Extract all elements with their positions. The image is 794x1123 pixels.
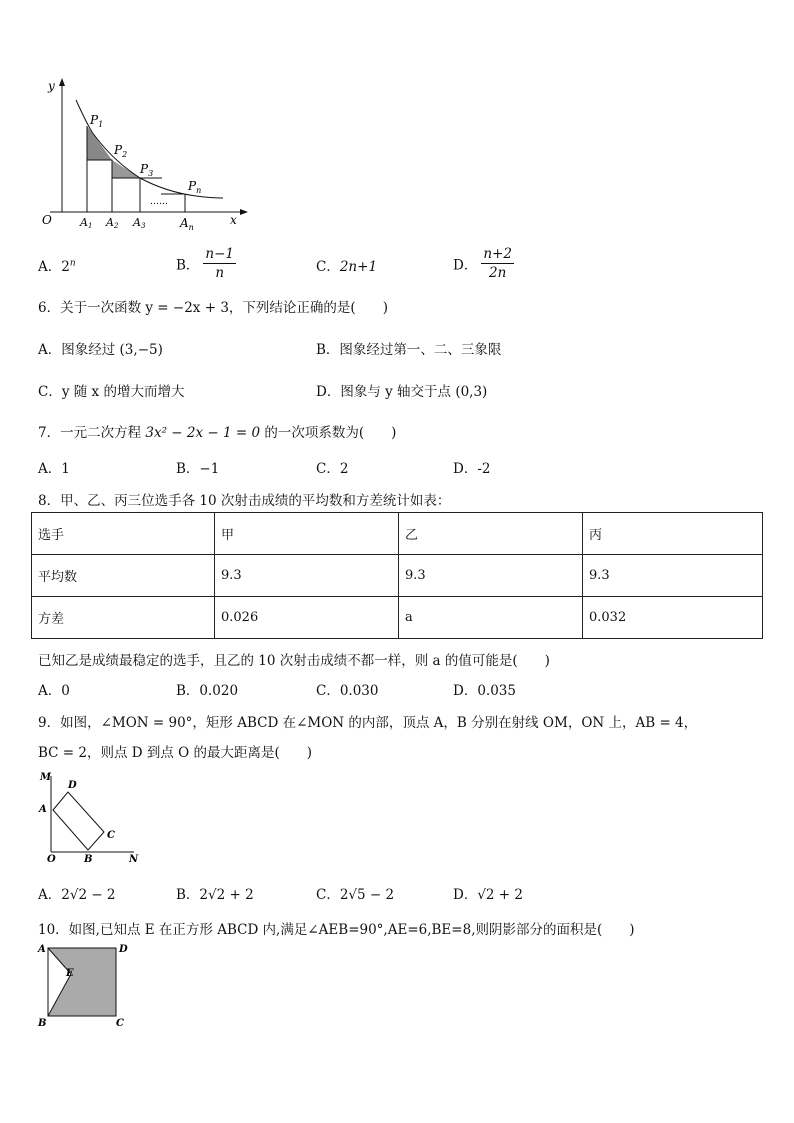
table-cell: a <box>399 597 583 639</box>
table-header-cell: 甲 <box>215 513 399 555</box>
q5-option-d[interactable] <box>453 245 514 282</box>
q5-d-denominator: 2n <box>488 265 507 281</box>
q7-equation: 3x² − 2x − 1 = 0 <box>145 425 261 441</box>
label-p2: $P_2$ <box>114 143 128 159</box>
table-header-row <box>32 513 763 555</box>
q9-option-b[interactable]: B．2√2 + 2 <box>176 887 254 903</box>
q6-option-d[interactable]: D．图象与 y 轴交于点 (0,3) <box>316 384 488 400</box>
q5-c-text: 2n+1 <box>339 259 378 275</box>
rectangle-2 <box>112 178 140 212</box>
q8-option-d[interactable]: D．0.035 <box>453 683 516 699</box>
label-m: M <box>40 772 52 783</box>
q8-option-c[interactable]: C．0.030 <box>316 683 379 699</box>
label-c: C <box>116 1018 124 1029</box>
label-d: D <box>119 944 128 955</box>
table-cell: 0.026 <box>215 597 399 639</box>
q5-option-c[interactable] <box>316 255 377 275</box>
q5-b-label: B． <box>176 257 200 274</box>
label-p1: $P_1$ <box>90 113 104 129</box>
rectangle-abcd <box>53 792 104 850</box>
dots-ellipsis: …… <box>150 197 168 207</box>
label-an: $A_n$ <box>180 216 194 232</box>
q5-c-label: C． <box>316 259 340 275</box>
label-d: D <box>68 780 77 791</box>
q7-option-d[interactable]: D．-2 <box>453 461 491 477</box>
q8-option-b[interactable]: B．0.020 <box>176 683 239 699</box>
table-cell: 9.3 <box>215 555 399 597</box>
shaded-region-1 <box>87 126 112 160</box>
q7-option-b[interactable]: B．−1 <box>176 461 220 477</box>
table-header-cell: 选手 <box>32 513 215 555</box>
q6-equation: y = −2x + 3 <box>145 300 229 316</box>
q8-stem: 8．甲、乙、丙三位选手各 10 次射击成绩的平均数和方差统计如表： <box>38 493 451 509</box>
q5-a-base: 2 <box>61 259 70 275</box>
figure-square-shaded <box>36 942 131 1032</box>
rectangle-1 <box>87 160 112 212</box>
q7-option-a[interactable]: A．1 <box>38 461 70 477</box>
q5-a-label: A． <box>38 259 62 275</box>
q5-d-numerator: n+2 <box>483 246 512 262</box>
origin-label: O <box>42 213 52 227</box>
label-o: O <box>47 854 56 865</box>
x-axis-label: x <box>230 213 237 227</box>
y-axis-arrow <box>59 78 65 86</box>
label-e: E <box>66 968 74 979</box>
q6-stem-before: 6．关于一次函数 <box>38 300 146 316</box>
q5-b-denominator: n <box>215 265 225 281</box>
figure-curve-rectangles <box>36 74 256 234</box>
y-axis-label: y <box>48 79 55 93</box>
q6-option-b[interactable]: B．图象经过第一、二、三象限 <box>316 342 502 358</box>
table-row <box>32 597 763 639</box>
q8-followup: 已知乙是成绩最稳定的选手，且乙的 10 次射击成绩不都一样，则 a 的值可能是( ) <box>38 653 550 669</box>
q5-option-a[interactable] <box>38 255 76 275</box>
q5-d-label: D． <box>453 257 478 274</box>
table-cell: 方差 <box>32 597 215 639</box>
table-cell: 9.3 <box>583 555 763 597</box>
q9-option-d[interactable]: D．√2 + 2 <box>453 887 523 903</box>
label-a: A <box>39 804 47 815</box>
label-a3: A3 <box>133 216 146 230</box>
label-p3: $P_3$ <box>140 162 154 178</box>
q9-stem-line1: 9．如图，∠MON = 90°，矩形 ABCD 在∠MON 的内部，顶点 A，B 分别在射线 OM，ON 上，AB = 4， <box>38 715 698 731</box>
label-a2: A2 <box>106 216 119 230</box>
table-cell: 9.3 <box>399 555 583 597</box>
q6-stem <box>38 296 388 316</box>
label-n: N <box>129 854 139 865</box>
figure-rectangle-angle <box>36 770 146 865</box>
q9-stem-line2: BC = 2，则点 D 到点 O 的最大距离是( ) <box>38 745 313 761</box>
q5-b-fraction <box>203 245 236 282</box>
label-pn: $P_n$ <box>188 179 202 195</box>
q7-stem-after: 的一次项系数为( ) <box>260 425 397 441</box>
q8-option-a[interactable]: A．0 <box>38 683 70 699</box>
table-header-cell: 乙 <box>399 513 583 555</box>
label-a: A <box>38 944 46 955</box>
q7-stem-before: 7．一元二次方程 <box>38 425 146 441</box>
q6-option-a[interactable]: A．图象经过 (3,−5) <box>38 342 163 358</box>
label-c: C <box>107 830 115 841</box>
label-b: B <box>84 854 93 865</box>
q5-d-fraction <box>481 245 514 282</box>
q6-option-c[interactable]: C．y 随 x 的增大而增大 <box>38 384 185 400</box>
q7-stem <box>38 421 396 441</box>
stats-table <box>31 512 763 639</box>
label-a1: A1 <box>80 216 93 230</box>
q6-stem-after: ，下列结论正确的是( ) <box>228 300 388 316</box>
q9-option-a[interactable]: A．2√2 − 2 <box>38 887 116 903</box>
table-cell: 平均数 <box>32 555 215 597</box>
q5-b-numerator: n−1 <box>205 246 235 262</box>
label-b: B <box>38 1018 47 1029</box>
q9-option-c[interactable]: C．2√5 − 2 <box>316 887 395 903</box>
table-row <box>32 555 763 597</box>
q10-stem: 10．如图,已知点 E 在正方形 ABCD 内,满足∠AEB=90°,AE=6,BE=8,则阴影部分的面积是( ) <box>38 922 635 938</box>
shaded-region <box>48 948 116 1016</box>
q7-option-c[interactable]: C．2 <box>316 461 349 477</box>
x-axis-arrow <box>240 209 248 215</box>
q5-a-exp: n <box>69 258 76 269</box>
table-header-cell: 丙 <box>583 513 763 555</box>
table-cell: 0.032 <box>583 597 763 639</box>
q5-option-b[interactable] <box>176 245 236 282</box>
